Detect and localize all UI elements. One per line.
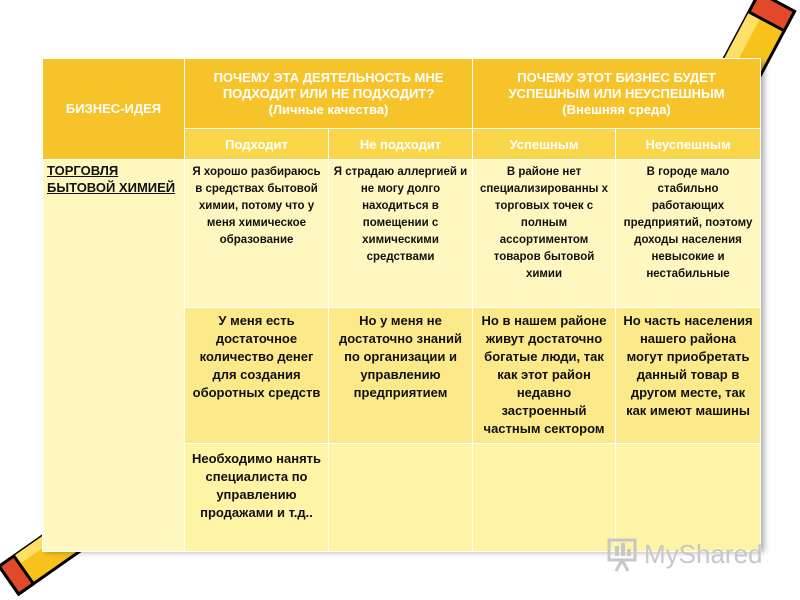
header-row [43,59,761,129]
header-external-title: ПОЧЕМУ ЭТОТ БИЗНЕС БУДЕТ УСПЕШНЫМ ИЛИ НЕУСПЕШНЫМ [508,69,725,101]
subheader-not-suits: Не подходит [329,129,473,160]
table-cell: В городе мало стабильно работающих предприятий, поэтому доходы населения невысокие и нестабильные [616,160,761,308]
table-cell: Но часть населения нашего района могут приобретать данный товар в другом месте, так как имеют машины [616,308,761,444]
header-external [473,59,761,129]
table-cell: Но у меня не достаточно знаний по организации и управлению предприятием [329,308,473,444]
table-cell: Необходимо нанять специалиста по управлению продажами и т.д.. [185,444,329,552]
subheader-success: Успешным [473,129,616,160]
subheader-suits: Подходит [185,129,329,160]
business-idea-table [42,58,761,552]
table-cell: У меня есть достаточное количество денег для создания оборотных средств [185,308,329,444]
table-row [43,160,761,308]
header-idea: БИЗНЕС-ИДЕЯ [43,59,185,160]
idea-cell [43,160,185,552]
header-personal-sub: (Личные качества) [268,101,389,117]
watermark-text: MyShared [644,539,763,569]
presentation-icon [606,537,640,573]
header-external-sub: (Внешняя среда) [562,101,671,117]
table-cell [473,444,616,552]
table-cell [329,444,473,552]
header-personal-title: ПОЧЕМУ ЭТА ДЕЯТЕЛЬНОСТЬ МНЕ ПОДХОДИТ ИЛИ НЕ ПОДХОДИТ? [213,69,444,101]
idea-text: ТОРГОВЛЯ БЫТОВОЙ ХИМИЕЙ [47,163,176,195]
watermark [606,535,776,575]
table-cell: В районе нет специализированны х торговых точек с полным ассортиментом товаров бытовой химии [473,160,616,308]
table-cell: Я хорошо разбираюсь в средствах бытовой химии, потому что у меня химическое образование [185,160,329,308]
subheader-failure: Неуспешным [616,129,761,160]
table-cell: Я страдаю аллергией и не могу долго находиться в помещении с химическими средствами [329,160,473,308]
table-cell: Но в нашем районе живут достаточно богатые люди, так как этот район недавно застроенный частным сектором [473,308,616,444]
header-personal [185,59,473,129]
